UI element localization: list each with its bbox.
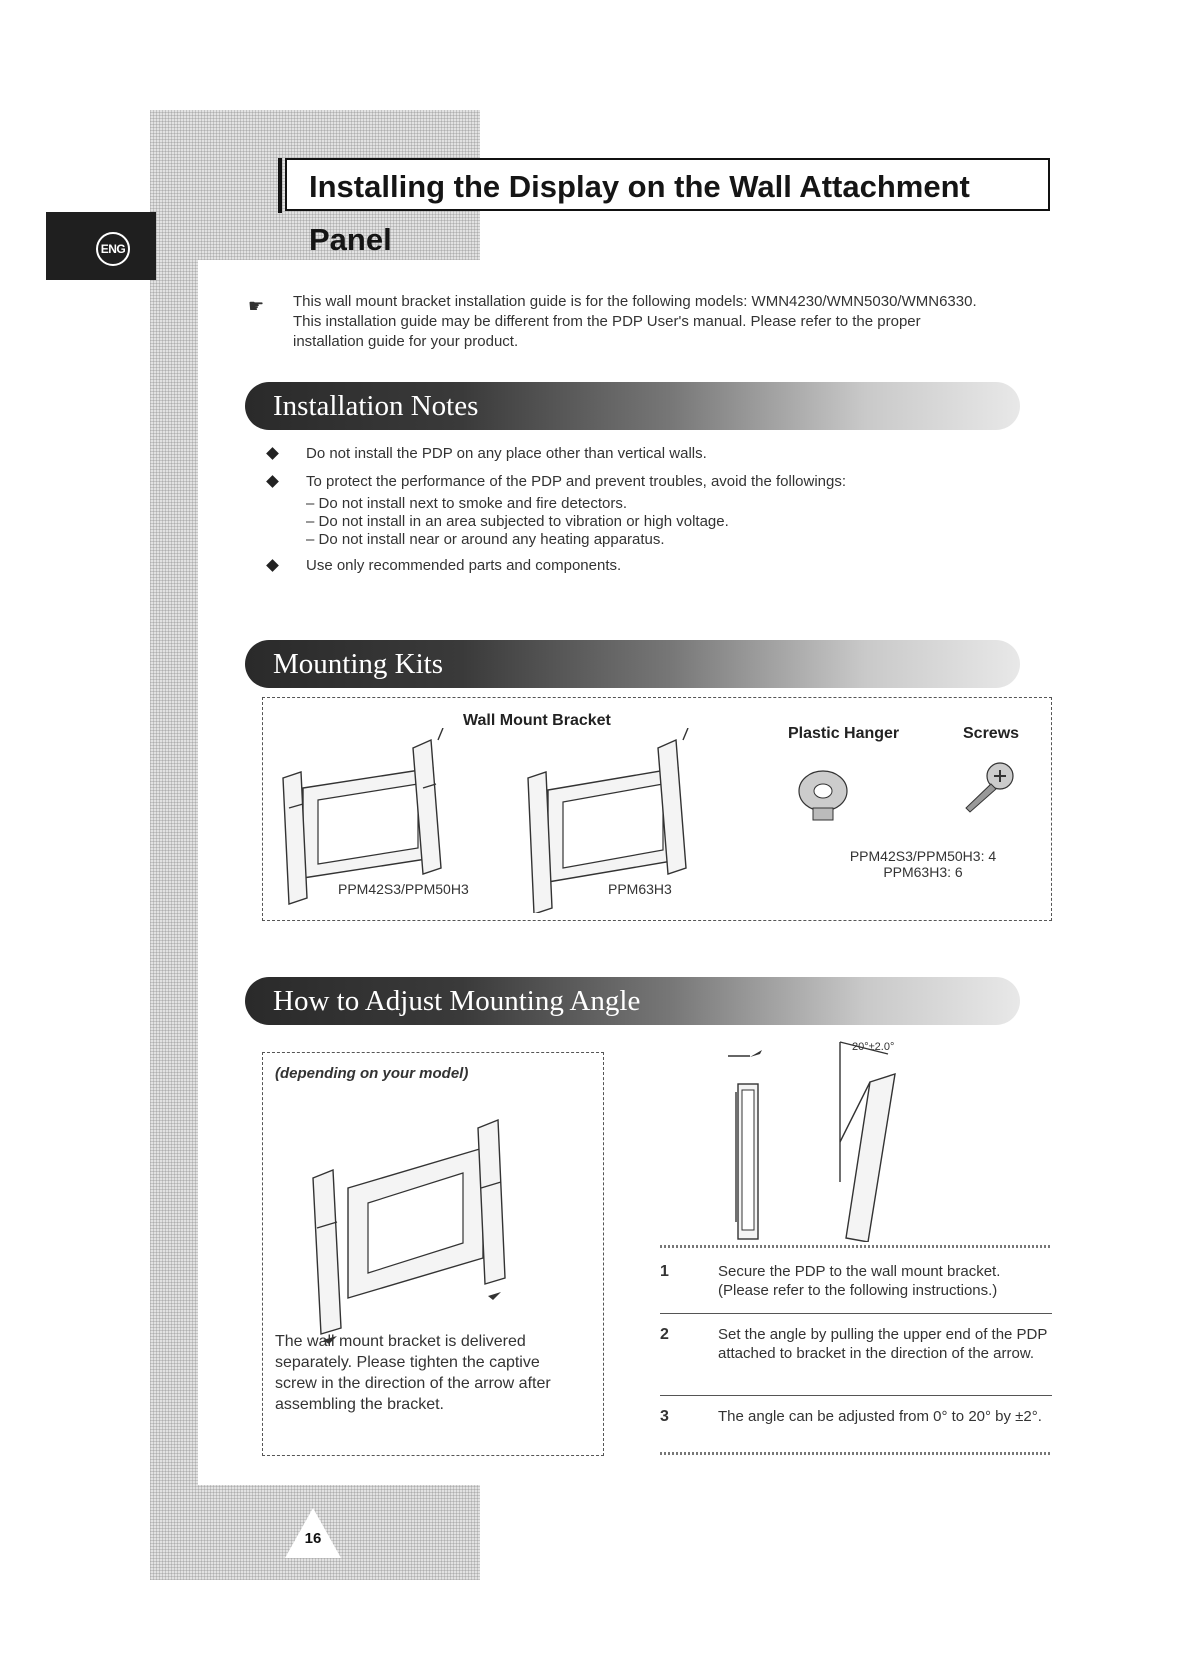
intro-paragraph: [293, 292, 1053, 352]
diamond-bullet-icon: [266, 447, 279, 460]
quantity-line: PPM42S3/PPM50H3: 4: [849, 848, 997, 864]
step-number: 3: [660, 1408, 669, 1425]
intro-line: This installation guide may be different from the PDP User's manual. Please refer to the proper: [293, 313, 921, 330]
page-title: Installing the Display on the Wall Attachment Panel: [285, 158, 1050, 211]
step-text: Secure the PDP to the wall mount bracket. (Please refer to the following instructions.): [718, 1263, 1001, 1299]
steps-bottom-divider: [660, 1452, 1052, 1455]
bracket-model-caption: PPM63H3: [608, 881, 672, 897]
screw-icon: [958, 758, 1018, 818]
intro-line: installation guide for your product.: [293, 333, 519, 350]
bracket-note-box: [262, 1052, 604, 1456]
pointing-hand-icon: ☛: [248, 296, 265, 316]
step-number: 1: [660, 1263, 669, 1280]
title-accent-bar: [278, 158, 282, 213]
step-text: The angle can be adjusted from 0° to 20° by ±2°.: [718, 1408, 1042, 1425]
screw-quantities: [808, 848, 1038, 880]
bracket-model-caption: PPM42S3/PPM50H3: [338, 881, 469, 897]
language-badge-label: ENG: [96, 232, 130, 266]
quantity-line: PPM63H3: 6: [883, 864, 963, 880]
step-number: 2: [660, 1326, 669, 1343]
intro-line: This wall mount bracket installation guide is for the following models: WMN4230/WMN5030/WMN6330.: [293, 293, 977, 310]
wall-mount-bracket-label: Wall Mount Bracket: [463, 712, 611, 729]
list-item: To protect the performance of the PDP and prevent troubles, avoid the followings:: [268, 473, 1048, 491]
installation-notes-list: [268, 445, 1048, 585]
step-divider: [660, 1313, 1052, 1314]
arrow-icon: [488, 1292, 501, 1300]
bracket-description: The wall mount bracket is delivered separately. Please tighten the captive screw in the direction of the arrow after assembling the bracket.: [275, 1333, 551, 1413]
sub-list-item: – Do not install next to smoke and fire detectors.: [306, 495, 627, 512]
sub-list-item: – Do not install in an area subjected to vibration or high voltage.: [306, 513, 729, 530]
mounting-kits-heading-bar: [245, 640, 1020, 688]
adjust-angle-heading-bar: [245, 977, 1020, 1025]
mounting-kits-box: [262, 697, 1052, 921]
diamond-bullet-icon: [266, 475, 279, 488]
sub-list-item: – Do not install near or around any heating apparatus.: [306, 531, 665, 548]
angle-label: 20°±2.0°: [852, 1041, 895, 1053]
left-margin-pattern: [150, 150, 198, 1580]
step-text: Set the angle by pulling the upper end of the PDP attached to bracket in the direction of the arrow.: [718, 1326, 1048, 1362]
mounting-angle-illustration: [720, 1032, 1010, 1242]
adjust-angle-heading: How to Adjust Mounting Angle: [273, 985, 641, 1017]
page-number: 16: [304, 1530, 322, 1547]
diamond-bullet-icon: [266, 559, 279, 572]
list-item: Use only recommended parts and components.: [268, 557, 1048, 575]
sub-list: [268, 495, 1048, 549]
installation-notes-heading-bar: [245, 382, 1020, 430]
installation-notes-heading: Installation Notes: [273, 390, 479, 422]
plastic-hanger-icon: [793, 766, 863, 826]
plastic-hanger-label: Plastic Hanger: [788, 725, 900, 742]
model-note: (depending on your model): [275, 1065, 469, 1082]
steps-top-divider: [660, 1245, 1052, 1248]
list-item: Do not install the PDP on any place other than vertical walls.: [268, 445, 1048, 463]
screws-label: Screws: [963, 725, 1020, 742]
arrow-icon: [750, 1050, 762, 1057]
bracket-assembly-illustration: [293, 1108, 563, 1348]
mounting-kits-heading: Mounting Kits: [273, 648, 443, 680]
step-divider: [660, 1395, 1052, 1396]
